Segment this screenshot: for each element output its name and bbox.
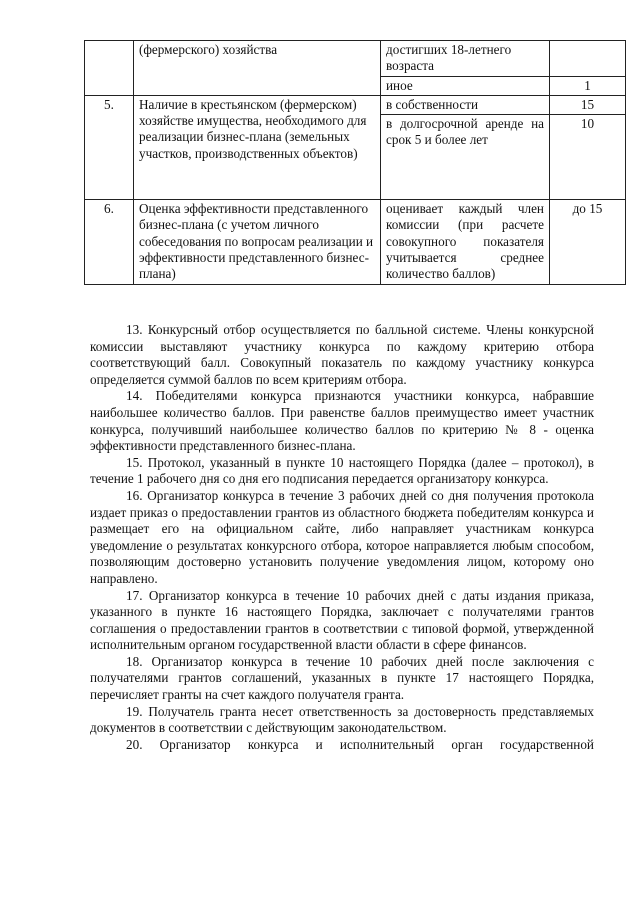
score-cell: 1 [550, 76, 626, 95]
score-cell: до 15 [550, 200, 626, 284]
table-row [85, 95, 626, 114]
table-row [85, 41, 626, 77]
paragraph-13: 13. Конкурсный отбор осуществляется по балльной системе. Члены конкурсной комиссии выставляют участнику конкурса по каждому критерию отбора соответствующий балл. Совокупный показатель по каждому участнику конкурса определяется суммой баллов по всем критериям отбора. [90, 322, 594, 387]
criterion-name-cell: (фермерского) хозяйства [134, 41, 381, 96]
score-cell: 10 [550, 115, 626, 200]
paragraph-14: 14. Победителями конкурса признаются участники конкурса, набравшие наибольшее количество баллов. При равенстве баллов преимущество имеет участник конкурса, получивший наибольшее количество баллов по критерию № 8 - оценка эффективности представленного бизнес-плана. [90, 388, 594, 454]
condition-cell: достигших 18-летнего возраста [381, 41, 550, 77]
paragraph-20: 20. Организатор конкурса и исполнительный орган государственной [126, 736, 594, 752]
criterion-number-cell [85, 41, 134, 96]
table-row [85, 200, 626, 284]
score-cell: 15 [550, 95, 626, 114]
criteria-table [84, 40, 626, 285]
score-cell [550, 41, 626, 77]
criterion-number-cell: 6. [85, 200, 134, 284]
condition-cell: иное [381, 76, 550, 95]
condition-cell: в долгосрочной аренде на срок 5 и более лет [381, 115, 550, 200]
paragraph-18: 18. Организатор конкурса в течение 10 рабочих дней после заключения с получателями грантов соглашений, указанных в пункте 17 настоящего Порядка, перечисляет гранты на счет каждого получателя гранта. [90, 653, 594, 703]
condition-cell: оценивает каждый член комиссии (при расчете совокупного показателя учитывается среднее количество баллов) [381, 200, 550, 284]
condition-cell: в собственности [381, 95, 550, 114]
paragraph-15: 15. Протокол, указанный в пункте 10 настоящего Порядка (далее – протокол), в течение 1 рабочего дня со дня его подписания передается организатору конкурса. [90, 454, 594, 487]
body-text [90, 322, 594, 753]
criterion-number-cell: 5. [85, 95, 134, 199]
paragraph-17: 17. Организатор конкурса в течение 10 рабочих дней с даты издания приказа, указанного в пункте 16 настоящего Порядка, заключает с получателями грантов соглашения о предоставлении грантов в соответствии с типовой формой, утвержденной исполнительным органом государственной власти области в сфере финансов. [90, 587, 594, 653]
criterion-name-cell: Оценка эффективности представленного бизнес-плана (с учетом личного собеседования по вопросам реализации и эффективности представленного бизнес-плана) [134, 200, 381, 284]
criterion-name-cell: Наличие в крестьянском (фермерском) хозяйстве имущества, необходимого для реализации бизнес-плана (земельных участков, производственных объектов) [134, 95, 381, 199]
paragraph-16: 16. Организатор конкурса в течение 3 рабочих дней со дня получения протокола издает приказ о предоставлении грантов из областного бюджета победителям конкурса и размещает его на официальном сайте, либо направляет участникам конкурса уведомление о результатах конкурсного отбора, которое направляется любым способом, позволяющим достоверно установить получение уведомления лицом, которому оно направлено. [90, 487, 594, 586]
paragraph-19: 19. Получатель гранта несет ответственность за достоверность представляемых документов в соответствии с действующим законодательством. [90, 703, 594, 736]
